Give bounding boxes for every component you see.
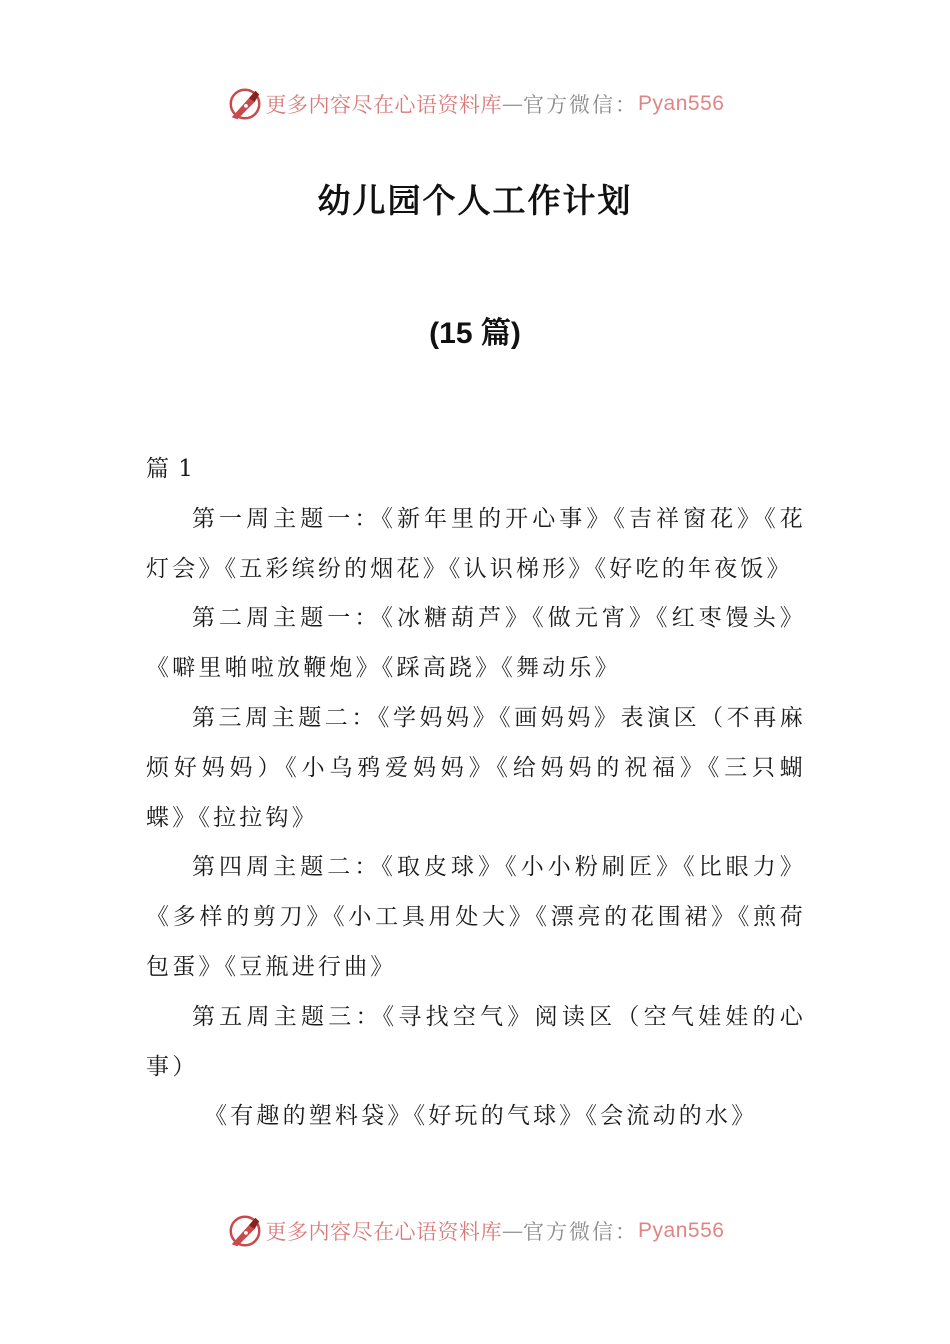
watermark-wechat-handle: Pyan556 bbox=[638, 1219, 725, 1242]
watermark-wechat-label: 官方微信： bbox=[523, 93, 639, 117]
header-watermark-banner bbox=[0, 84, 950, 124]
footer-watermark-banner bbox=[0, 1211, 950, 1251]
week-1-paragraph: 第一周主题一：《新年里的开心事》《吉祥窗花》《花灯会》《五彩缤纷的烟花》《认识梯形》《好吃的年夜饭》 bbox=[146, 505, 806, 582]
document-subtitle: (15 篇) bbox=[429, 317, 521, 350]
document-title: 幼儿园个人工作计划 bbox=[317, 181, 633, 220]
watermark-wechat-label: 官方微信： bbox=[523, 1220, 639, 1244]
week-5-continued-paragraph: 《有趣的塑料袋》《好玩的气球》《会流动的水》 bbox=[204, 1103, 758, 1130]
watermark-separator: — bbox=[502, 1219, 524, 1243]
week-2-paragraph: 第二周主题一：《冰糖葫芦》《做元宵》《红枣馒头》《噼里啪啦放鞭炮》《踩高跷》《舞动乐》 bbox=[146, 605, 806, 682]
pen-nib-logo-icon bbox=[226, 85, 264, 123]
pen-nib-logo-icon bbox=[226, 1212, 264, 1250]
week-4-paragraph: 第四周主题二：《取皮球》《小小粉刷匠》《比眼力》《多样的剪刀》《小工具用处大》《漂亮的花围裙》《煎荷包蛋》《豆瓶进行曲》 bbox=[146, 854, 806, 980]
week-3-paragraph: 第三周主题二：《学妈妈》《画妈妈》表演区（不再麻烦好妈妈）《小乌鸦爱妈妈》《给妈妈的祝福》《三只蝴蝶》《拉拉钩》 bbox=[146, 704, 806, 831]
watermark-brand-text: 更多内容尽在心语资料库 bbox=[265, 93, 503, 117]
watermark-separator: — bbox=[502, 92, 524, 116]
document-body bbox=[146, 445, 806, 1142]
watermark-brand-text: 更多内容尽在心语资料库 bbox=[265, 1220, 503, 1244]
watermark-wechat-handle: Pyan556 bbox=[638, 92, 725, 115]
week-5-paragraph: 第五周主题三：《寻找空气》阅读区（空气娃娃的心事） bbox=[146, 1003, 806, 1080]
section-label: 篇 1 bbox=[146, 456, 194, 482]
